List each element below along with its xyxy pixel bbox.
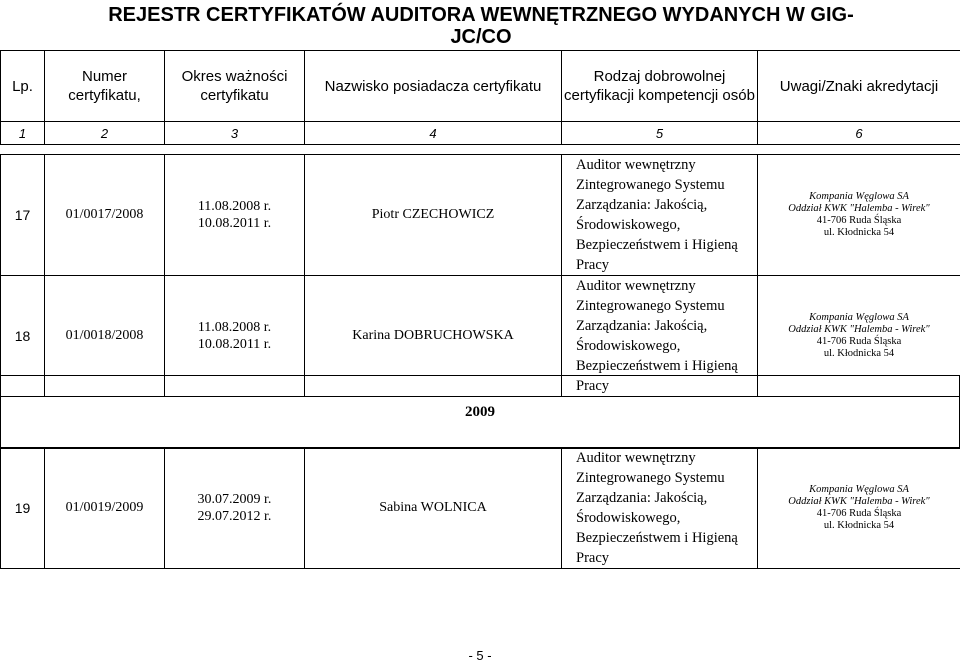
column-header-number: Numer certyfikatu,	[45, 51, 165, 122]
note-branch: Oddział KWK "Halemba - Wirek"	[758, 203, 960, 215]
kind-line: Środowiskowego,	[576, 215, 757, 235]
column-header-name: Nazwisko posiadacza certyfikatu	[305, 51, 562, 122]
table-row	[1, 155, 960, 276]
document-title: REJESTR CERTYFIKATÓW AUDITORA WEWNĘTRZNEGO WYDANYCH W GIG- JC/CO	[96, 4, 866, 48]
kind-line: Pracy	[576, 376, 757, 396]
kind-line: Środowiskowego,	[576, 508, 757, 528]
note-street: ul. Kłodnicka 54	[758, 227, 960, 239]
row-validity	[165, 155, 305, 276]
column-number: 4	[305, 122, 562, 145]
note-city: 41-706 Ruda Śląska	[758, 336, 960, 348]
kind-line: Zarządzania: Jakością,	[576, 488, 757, 508]
kind-line: Zarządzania: Jakością,	[576, 195, 757, 215]
valid-from: 11.08.2008 r.	[165, 198, 304, 215]
kind-line: Środowiskowego,	[576, 336, 757, 356]
row-name: Piotr CZECHOWICZ	[305, 155, 562, 276]
kind-line: Auditor wewnętrzny	[576, 155, 757, 175]
row-lp: 19	[1, 448, 45, 569]
register-header	[0, 50, 960, 145]
row-lp: 17	[1, 155, 45, 276]
valid-to: 29.07.2012 r.	[165, 508, 304, 525]
page-number: - 5 -	[0, 649, 960, 663]
row-number: 01/0017/2008	[45, 155, 165, 276]
note-street: ul. Kłodnicka 54	[758, 520, 960, 532]
year-label: 2009	[1, 376, 960, 449]
column-header-validity: Okres ważności certyfikatu	[165, 51, 305, 122]
kind-line: Bezpieczeństwem i Higieną	[576, 356, 757, 376]
kind-line: Pracy	[576, 255, 757, 275]
kind-line: Zarządzania: Jakością,	[576, 316, 757, 336]
note-company: Kompania Węglowa SA	[758, 484, 960, 496]
row-number: 01/0019/2009	[45, 448, 165, 569]
note-company: Kompania Węglowa SA	[758, 312, 960, 324]
kind-line: Pracy	[576, 548, 757, 568]
valid-to: 10.08.2011 r.	[165, 336, 304, 353]
row-lp: 18	[1, 276, 45, 397]
row-number: 01/0018/2008	[45, 276, 165, 397]
note-branch: Oddział KWK "Halemba - Wirek"	[758, 496, 960, 508]
column-header-lp: Lp.	[1, 51, 45, 122]
kind-line: Auditor wewnętrzny	[576, 448, 757, 468]
year-section	[0, 375, 960, 449]
note-company: Kompania Węglowa SA	[758, 191, 960, 203]
row-kind	[562, 155, 758, 276]
note-branch: Oddział KWK "Halemba - Wirek"	[758, 324, 960, 336]
valid-to: 10.08.2011 r.	[165, 215, 304, 232]
column-number: 6	[758, 122, 960, 145]
column-number: 2	[45, 122, 165, 145]
column-header-notes: Uwagi/Znaki akredytacji	[758, 51, 960, 122]
kind-line: Zintegrowanego Systemu	[576, 468, 757, 488]
note-street: ul. Kłodnicka 54	[758, 348, 960, 360]
row-kind	[562, 448, 758, 569]
kind-line: Bezpieczeństwem i Higieną	[576, 528, 757, 548]
note-city: 41-706 Ruda Śląska	[758, 215, 960, 227]
header-row	[1, 51, 960, 122]
table-row	[1, 448, 960, 569]
certificates-2009-table	[0, 447, 960, 569]
row-name: Karina DOBRUCHOWSKA	[305, 276, 562, 397]
valid-from: 11.08.2008 r.	[165, 319, 304, 336]
row-note	[758, 155, 960, 276]
valid-from: 30.07.2009 r.	[165, 491, 304, 508]
kind-line: Zintegrowanego Systemu	[576, 296, 757, 316]
column-number: 3	[165, 122, 305, 145]
kind-line: Zintegrowanego Systemu	[576, 175, 757, 195]
column-number: 1	[1, 122, 45, 145]
row-validity	[165, 448, 305, 569]
column-header-kind: Rodzaj dobrowolnej certyfikacji kompetencji osób	[562, 51, 758, 122]
column-number: 5	[562, 122, 758, 145]
year-row	[1, 376, 960, 449]
row-note	[758, 448, 960, 569]
note-city: 41-706 Ruda Śląska	[758, 508, 960, 520]
column-number-row	[1, 122, 960, 145]
kind-line: Bezpieczeństwem i Higieną	[576, 235, 757, 255]
certificates-2008-table	[0, 154, 960, 397]
kind-line: Auditor wewnętrzny	[576, 276, 757, 296]
row-name: Sabina WOLNICA	[305, 448, 562, 569]
